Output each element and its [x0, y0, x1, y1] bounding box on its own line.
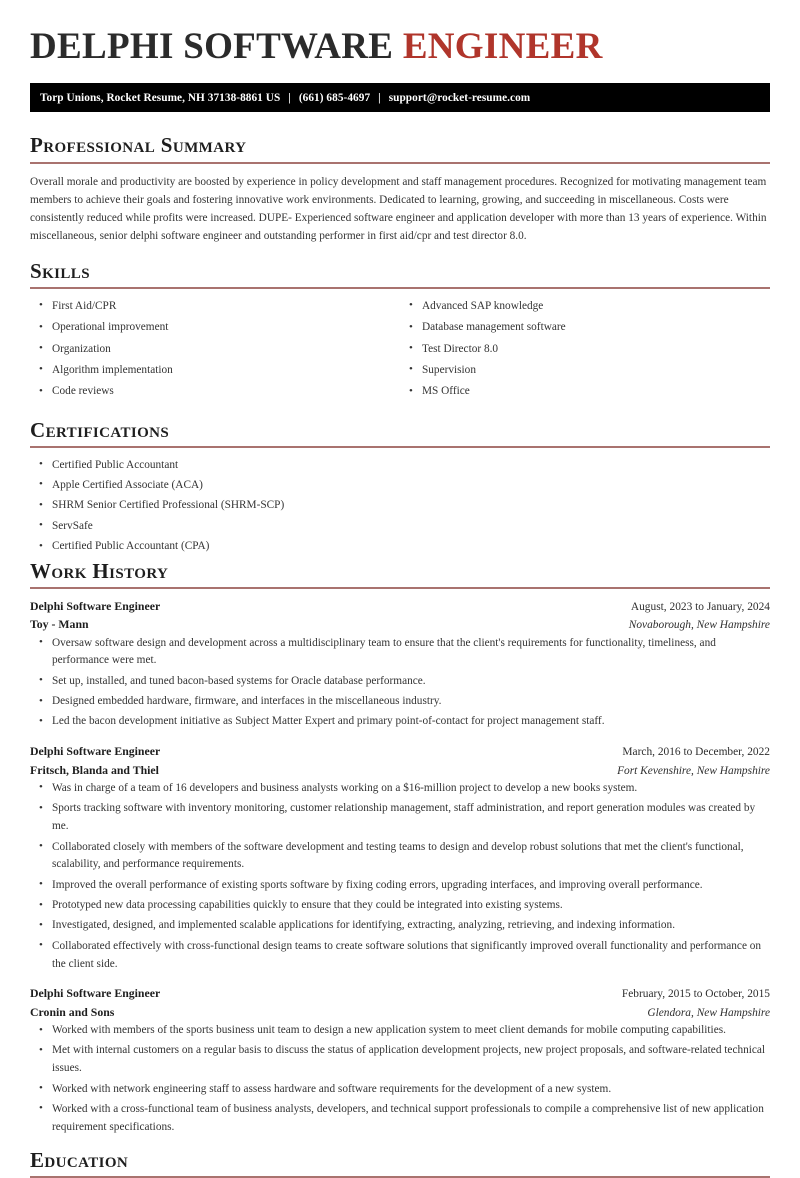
list-item: • Investigated, designed, and implemented scalable applications for identifying, extracting, analyzing, retrieving, and indexing information. [30, 917, 770, 935]
skills-column-left [30, 298, 400, 405]
list-item: • MS Office [400, 383, 770, 401]
job-bullets [30, 1022, 770, 1137]
list-item: • Improved the overall performance of existing sports software by fixing coding errors, upgrading interfaces, and improving overall performance. [30, 877, 770, 895]
list-item: • SHRM Senior Certified Professional (SHRM-SCP) [30, 497, 770, 515]
list-item: • Set up, installed, and tuned bacon-based systems for Oracle database performance. [30, 673, 770, 691]
list-item: • Designed embedded hardware, firmware, and interfaces in the miscellaneous industry. [30, 693, 770, 711]
job-company-row [30, 762, 770, 780]
list-item: • Oversaw software design and development across a multidisciplinary team to ensure that the client's requirements for functionality, timeliness, and performance were met. [30, 635, 770, 671]
name-primary: DELPHI SOFTWARE [30, 26, 403, 67]
list-item: • Advanced SAP knowledge [400, 298, 770, 316]
list-item: • Led the bacon development initiative as Subject Matter Expert and primary point-of-contact for project management staff. [30, 713, 770, 731]
section-heading-certifications: Certifications [30, 417, 170, 442]
job-company: Cronin and Sons [30, 1004, 115, 1019]
skills-list-left [30, 298, 400, 401]
section-rule-work-history [30, 587, 770, 589]
job-location: Fort Kevenshire, New Hampshire [617, 764, 770, 777]
list-item: • Prototyped new data processing capabilities quickly to ensure that they could be integrated into existing systems. [30, 897, 770, 915]
section-work-history [30, 560, 770, 1137]
job-bullets [30, 780, 770, 973]
job-entry [30, 598, 770, 731]
job-company: Fritsch, Blanda and Thiel [30, 762, 159, 777]
list-item: • Sports tracking software with inventory monitoring, customer relationship management, staff administration, and report generation modules was created by me. [30, 800, 770, 836]
job-title: Delphi Software Engineer [30, 598, 161, 613]
job-dates: March, 2016 to December, 2022 [622, 746, 770, 759]
section-rule-certifications [30, 446, 770, 448]
list-item: • ServSafe [30, 518, 770, 536]
skills-column-right [400, 298, 770, 405]
list-item: • Code reviews [30, 383, 400, 401]
list-item: • Worked with network engineering staff to assess hardware and software requirements for the development of a new system. [30, 1081, 770, 1099]
list-item: • Met with internal customers on a regular basis to discuss the status of application development projects, new project proposals, and software-related technical issues. [30, 1042, 770, 1078]
summary-paragraph: Overall morale and productivity are boosted by experience in policy development and staff management procedures. Recognized for motivating management team members to achieve their goals and fostering innovative work environments. Dedicated to learning, growing, and succeeding in miscellaneous. Costs were consistently reduced while profits were increased. DUPE- Experienced software engineer and application developer with more than 13 years of experience. Within miscellaneous, senior delphi software engineer and outstanding performer in first aid/cpr and test director 8.0. [30, 175, 767, 243]
section-heading-summary: Professional Summary [30, 133, 247, 158]
list-item: • Organization [30, 341, 400, 359]
section-heading-education: Education [30, 1147, 129, 1172]
name-accent: ENGINEER [402, 26, 603, 67]
list-item: • Was in charge of a team of 16 developers and business analysts working on a $16-million project to develop a new books system. [30, 780, 770, 798]
list-item: • Operational improvement [30, 319, 400, 337]
job-company: Toy - Mann [30, 617, 89, 632]
job-header-row [30, 985, 770, 1003]
contact-bar [30, 83, 770, 112]
list-item: • Algorithm implementation [30, 362, 400, 380]
list-item: • Apple Certified Associate (ACA) [30, 477, 770, 495]
section-heading-work-history: Work History [30, 558, 169, 583]
job-title: Delphi Software Engineer [30, 744, 161, 759]
list-item: • Supervision [400, 362, 770, 380]
job-dates: August, 2023 to January, 2024 [630, 600, 770, 613]
list-item: • Certified Public Accountant [30, 457, 770, 475]
contact-email[interactable]: support@rocket-resume.com [388, 91, 531, 104]
job-entry [30, 743, 770, 973]
list-item: • Worked with members of the sports business unit team to design a new application system to meet client demands for mobile computing capabilities. [30, 1022, 770, 1040]
list-item: • Test Director 8.0 [400, 341, 770, 359]
list-item: • Collaborated closely with members of the software development and testing teams to design and develop robust solutions that met the client's functional, scalability, and performance requirements. [30, 839, 770, 875]
section-rule-summary [30, 162, 770, 164]
contact-phone[interactable]: (661) 685-4697 [298, 91, 371, 104]
section-certifications [30, 419, 770, 556]
job-location: Novaborough, New Hampshire [628, 619, 770, 632]
section-skills [30, 260, 770, 405]
job-dates: February, 2015 to October, 2015 [621, 988, 770, 1001]
skills-grid [30, 298, 770, 405]
list-item: • Database management software [400, 319, 770, 337]
section-rule-education [30, 1176, 770, 1178]
list-item: • Certified Public Accountant (CPA) [30, 538, 770, 556]
section-rule-skills [30, 287, 770, 289]
section-professional-summary [30, 134, 770, 245]
job-company-row [30, 1004, 770, 1022]
contact-separator-1: | [288, 91, 291, 104]
resume-name-title [30, 26, 770, 67]
job-location: Glendora, New Hampshire [647, 1006, 770, 1019]
certifications-list [30, 457, 770, 556]
list-item: • First Aid/CPR [30, 298, 400, 316]
section-heading-skills: Skills [30, 258, 90, 283]
section-education [30, 1149, 770, 1178]
job-header-row [30, 743, 770, 761]
job-header-row [30, 598, 770, 616]
list-item: • Collaborated effectively with cross-functional design teams to create software solutions that significantly improved overall functionality and performance on the client side. [30, 938, 770, 974]
contact-separator-2: | [378, 91, 381, 104]
list-item: • Worked with a cross-functional team of business analysts, developers, and technical support professionals to compile a comprehensive list of new application requirement specifications. [30, 1101, 770, 1137]
skills-list-right [400, 298, 770, 401]
job-title: Delphi Software Engineer [30, 986, 161, 1001]
contact-address: Torp Unions, Rocket Resume, NH 37138-8861 US [40, 91, 281, 104]
job-entry [30, 985, 770, 1136]
job-bullets [30, 635, 770, 732]
job-company-row [30, 616, 770, 634]
